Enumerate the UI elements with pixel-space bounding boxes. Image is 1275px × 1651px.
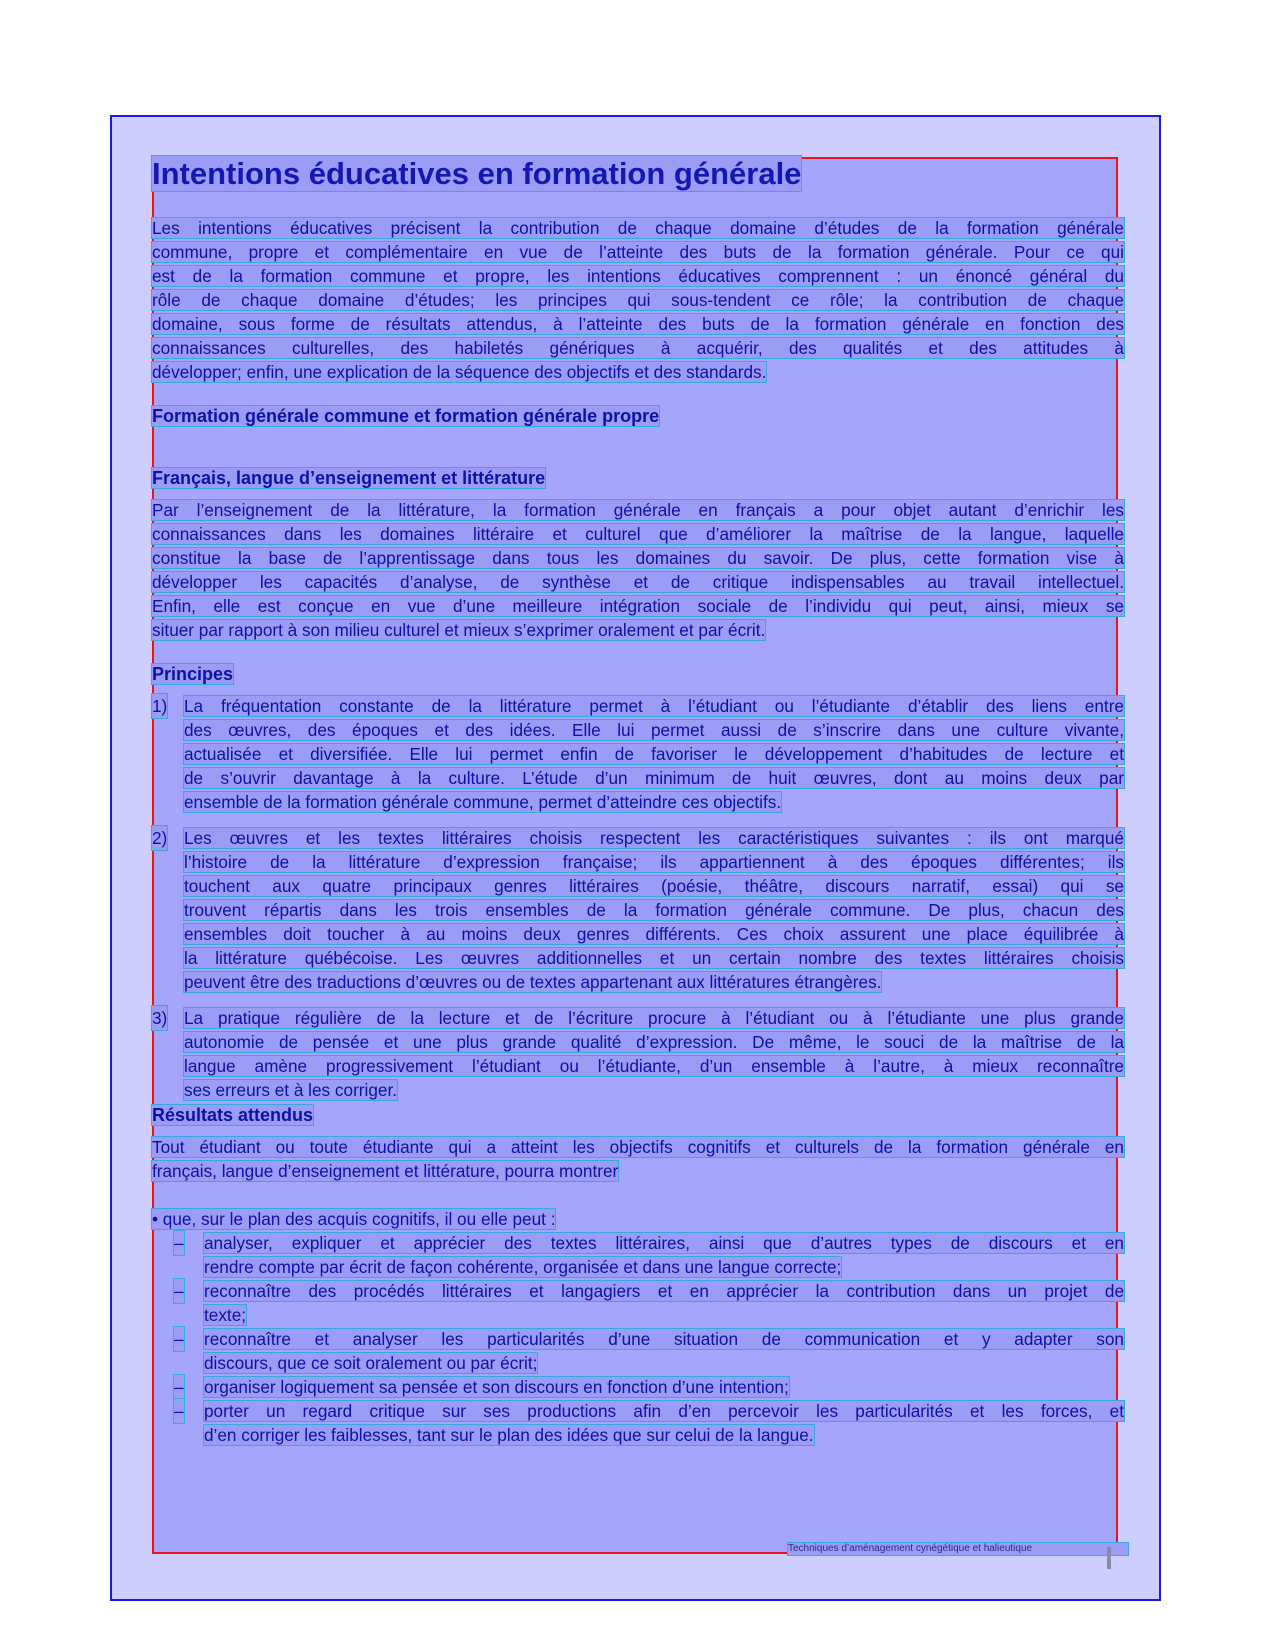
principes-heading-text: Principes [152, 664, 234, 684]
intro-line [152, 312, 1124, 336]
francais-line [152, 546, 1124, 570]
page-content [152, 156, 1124, 1554]
principe-line [184, 1078, 1124, 1102]
principe-line [184, 826, 1124, 850]
intro-line [152, 288, 1124, 312]
principe-item [152, 826, 1124, 994]
page-title-text: Intentions éducatives en formation générale [152, 156, 802, 191]
principe-item [152, 1006, 1124, 1102]
resultats-line-text: Tout étudiant ou toute étudiante qui a atteint les objectifs cognitifs et culturels de la formation générale en [152, 1137, 1124, 1157]
acquis-line-text: texte; [204, 1305, 247, 1325]
acquis-item [152, 1327, 1124, 1375]
principe-line [184, 1006, 1124, 1030]
principe-line-text: peuvent être des traductions d’œuvres ou de textes appartenant aux littératures étrangères. [184, 972, 882, 992]
francais-line-text: Enfin, elle est conçue en vue d’une meilleure intégration sociale de l’individu qui peut, ainsi, mieux se [152, 596, 1124, 616]
principe-line-text: ensembles doit toucher à au moins deux genres différents. Ces choix assurent une place équilibrée à [184, 924, 1124, 944]
resultats-line [152, 1159, 1124, 1183]
principes-heading [152, 662, 233, 686]
principe-line [184, 850, 1124, 874]
acquis-line-text: analyser, expliquer et apprécier des textes littéraires, ainsi que d’autres types de discours et en [204, 1233, 1124, 1253]
principe-line [184, 766, 1124, 790]
principe-line-text: de s’ouvrir davantage à la culture. L’étude d’un minimum de huit œuvres, dont au moins deux par [184, 768, 1124, 788]
dash-marker: – [174, 1233, 184, 1253]
intro-line-text: commune, propre et complémentaire en vue de l’atteinte des buts de la formation générale. Pour ce qui [152, 242, 1124, 262]
principe-line-text: ensemble de la formation générale commune, permet d’atteindre ces objectifs. [184, 792, 782, 812]
principe-line-text: langue amène progressivement l’étudiant ou l’étudiante, d’un ensemble à l’autre, à mieux reconnaître [184, 1056, 1124, 1076]
acquis-item [152, 1375, 1124, 1399]
bullet-item [152, 1207, 1124, 1231]
section-heading-text: Formation générale commune et formation générale propre [152, 406, 660, 426]
bullet-head-text: • que, sur le plan des acquis cognitifs, il ou elle peut : [152, 1209, 556, 1229]
principe-line-text: La fréquentation constante de la littérature permet à l’étudiant ou l’étudiante d’établir des liens entre [184, 696, 1124, 716]
resultats-heading-text: Résultats attendus [152, 1105, 314, 1125]
acquis-line [204, 1399, 1124, 1423]
resultats-line-text: français, langue d’enseignement et littérature, pourra montrer [152, 1161, 619, 1181]
francais-line [152, 522, 1124, 546]
dash-marker: – [174, 1401, 184, 1421]
acquis-line-text: reconnaître et analyser les particularités d’une situation de communication et y adapter son [204, 1329, 1124, 1349]
acquis-line [204, 1327, 1124, 1351]
principe-line [184, 1030, 1124, 1054]
francais-line [152, 498, 1124, 522]
subsection-heading [152, 466, 545, 490]
francais-line-text: constitue la base de l’apprentissage dans tous les domaines du savoir. De plus, cette formation vise à [152, 548, 1124, 568]
intro-line-text: domaine, sous forme de résultats attendus, à l’atteinte des buts de la formation générale en fonction des [152, 314, 1124, 334]
principe-line-text: touchent aux quatre principaux genres littéraires (poésie, théâtre, discours narratif, essai) qui se [184, 876, 1124, 896]
resultats-line [152, 1135, 1124, 1159]
francais-line [152, 570, 1124, 594]
acquis-line-text: porter un regard critique sur ses productions afin d’en percevoir les particularités et les forces, et [204, 1401, 1124, 1421]
acquis-line-text: reconnaître des procédés littéraires et langagiers et en apprécier la contribution dans un projet de [204, 1281, 1124, 1301]
francais-line-text: connaissances dans les domaines littéraire et culturel que d’améliorer la maîtrise de la langue, laquelle [152, 524, 1124, 544]
principe-line-text: la littérature québécoise. Les œuvres additionnelles et un certain nombre des textes littéraires choisis [184, 948, 1124, 968]
principe-line [184, 946, 1124, 970]
principe-line [184, 742, 1124, 766]
acquis-line-text: rendre compte par écrit de façon cohérente, organisée et dans une langue correcte; [204, 1257, 842, 1277]
acquis-line [204, 1351, 1124, 1375]
principes-list [152, 694, 1124, 1114]
principe-number: 2) [152, 828, 168, 848]
intro-line [152, 240, 1124, 264]
francais-paragraph [152, 498, 1124, 642]
acquis-line-text: discours, que ce soit oralement ou par écrit; [204, 1353, 538, 1373]
acquis-item [152, 1279, 1124, 1327]
acquis-line [204, 1303, 1124, 1327]
intro-line-text: développer; enfin, une explication de la séquence des objectifs et des standards. [152, 362, 767, 382]
principe-item [152, 694, 1124, 814]
intro-line [152, 360, 1124, 384]
acquis-line [204, 1231, 1124, 1255]
principe-line [184, 1054, 1124, 1078]
principe-line [184, 922, 1124, 946]
resultats-paragraph [152, 1135, 1124, 1183]
intro-line [152, 264, 1124, 288]
page-footer: Techniques d’aménagement cynégétique et halieutique [788, 1543, 1128, 1555]
intro-line-text: connaissances culturelles, des habiletés génériques à acquérir, des qualités et des attitudes à [152, 338, 1124, 358]
principe-line-text: Les œuvres et les textes littéraires choisis respectent les caractéristiques suivantes : ils ont marqué [184, 828, 1124, 848]
acquis-block [152, 1207, 1124, 1447]
intro-line-text: Les intentions éducatives précisent la contribution de chaque domaine d’études de la formation générale [152, 218, 1124, 238]
principe-line [184, 718, 1124, 742]
intro-line [152, 336, 1124, 360]
page-title [152, 157, 801, 191]
acquis-item [152, 1399, 1124, 1447]
intro-paragraph [152, 216, 1124, 384]
principe-line [184, 790, 1124, 814]
acquis-list [152, 1231, 1124, 1447]
subsection-heading-text: Français, langue d’enseignement et littérature [152, 468, 546, 488]
acquis-line [204, 1375, 1124, 1399]
acquis-line [204, 1423, 1124, 1447]
dash-marker: – [174, 1377, 184, 1397]
principe-number: 3) [152, 1008, 168, 1028]
resultats-heading [152, 1103, 313, 1127]
principe-line-text: ses erreurs et à les corriger. [184, 1080, 398, 1100]
principe-line-text: autonomie de pensée et une plus grande qualité d’expression. De même, le souci de la maîtrise de la [184, 1032, 1124, 1052]
dash-marker: – [174, 1329, 184, 1349]
principe-line-text: trouvent répartis dans les trois ensembles de la formation générale commune. De plus, chacun des [184, 900, 1124, 920]
principe-line [184, 874, 1124, 898]
principe-line [184, 694, 1124, 718]
francais-line [152, 618, 1124, 642]
principe-number: 1) [152, 696, 168, 716]
acquis-line-text: organiser logiquement sa pensée et son discours en fonction d’une intention; [204, 1377, 789, 1397]
intro-line-text: est de la formation commune et propre, les intentions éducatives comprennent : un énoncé général du [152, 266, 1124, 286]
francais-line-text: Par l’enseignement de la littérature, la formation générale en français a pour objet autant d’enrichir les [152, 500, 1124, 520]
dash-marker: – [174, 1281, 184, 1301]
francais-line [152, 594, 1124, 618]
acquis-line-text: d’en corriger les faiblesses, tant sur le plan des idées que sur celui de la langue. [204, 1425, 814, 1445]
principe-line [184, 970, 1124, 994]
footer-mark [1107, 1547, 1111, 1569]
francais-line-text: développer les capacités d’analyse, de synthèse et de critique indispensables au travail intellectuel. [152, 572, 1124, 592]
intro-line-text: rôle de chaque domaine d’études; les principes qui sous-tendent ce rôle; la contribution de chaque [152, 290, 1124, 310]
principe-line-text: l’histoire de la littérature d’expression française; ils appartiennent à des époques différentes; ils [184, 852, 1124, 872]
francais-line-text: situer par rapport à son milieu culturel et mieux s’exprimer oralement et par écrit. [152, 620, 766, 640]
intro-line [152, 216, 1124, 240]
principe-line-text: La pratique régulière de la lecture et de l’écriture procure à l’étudiant ou à l’étudiante une plus grande [184, 1008, 1124, 1028]
principe-line-text: actualisée et diversifiée. Elle lui permet enfin de favoriser le développement d’habitudes de lecture et [184, 744, 1124, 764]
principe-line [184, 898, 1124, 922]
section-heading [152, 404, 659, 428]
acquis-line [204, 1255, 1124, 1279]
principe-line-text: des œuvres, des époques et des idées. Elle lui permet aussi de s’inscrire dans une culture vivante, [184, 720, 1124, 740]
acquis-line [204, 1279, 1124, 1303]
acquis-item [152, 1231, 1124, 1279]
